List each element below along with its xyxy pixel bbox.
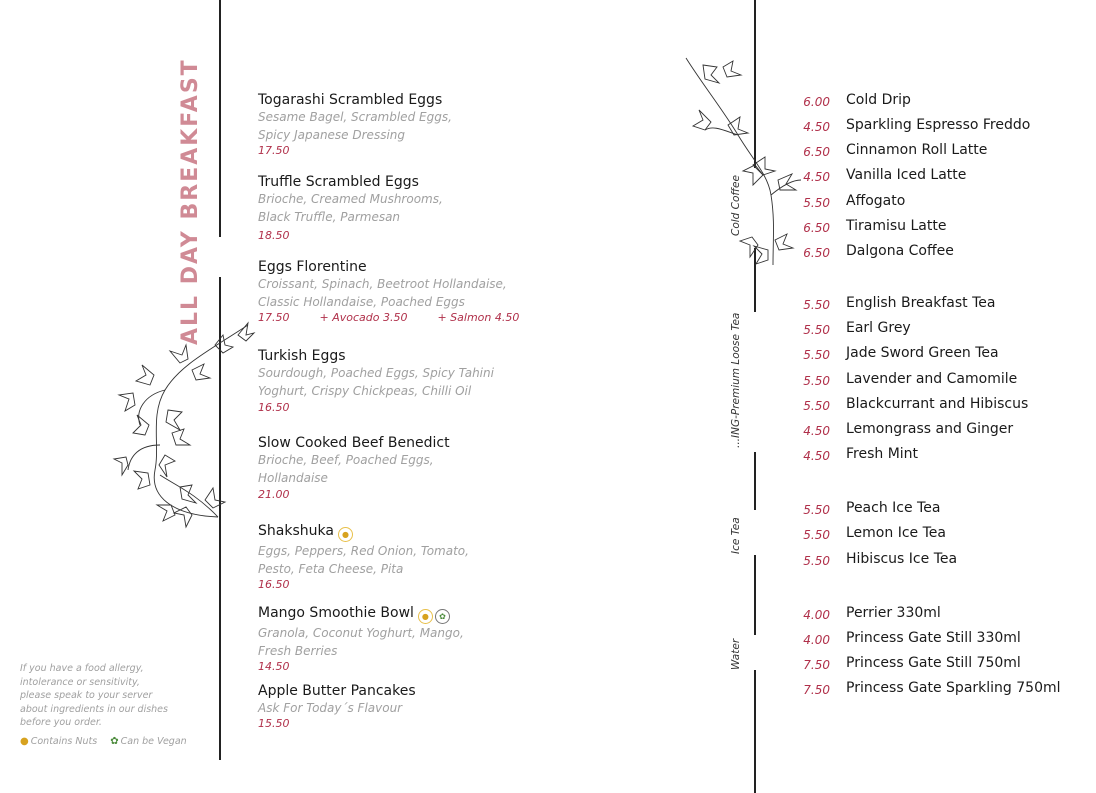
menu-item-name: Apple Butter Pancakes: [258, 683, 416, 699]
drink-item: [0, 117, 1096, 137]
drink-name: Cinnamon Roll Latte: [846, 142, 988, 158]
drink-price: 5.50: [803, 348, 830, 362]
category-label-loose-tea: ...ING-Premium Loose Tea: [730, 312, 742, 448]
drink-name: Lemon Ice Tea: [846, 525, 946, 541]
legend-nuts-label: Contains Nuts: [30, 736, 98, 747]
drink-item: [0, 167, 1096, 187]
allergy-note-line: intolerance or sensitivity,: [20, 676, 140, 688]
addon-price-avocado: + Avocado 3.50: [319, 311, 408, 324]
drink-item: [0, 525, 1096, 545]
drink-name: Affogato: [846, 193, 906, 209]
drink-name: Princess Gate Still 750ml: [846, 655, 1021, 671]
drink-name: Princess Gate Still 330ml: [846, 630, 1021, 646]
menu-item-price: 15.50: [258, 717, 290, 730]
menu-item-price: 17.50: [258, 311, 290, 324]
drink-price: 5.50: [803, 503, 830, 517]
drink-item: [0, 92, 1096, 112]
drink-name: English Breakfast Tea: [846, 295, 996, 311]
category-label-water: Water: [730, 638, 742, 670]
drink-price: 7.50: [803, 683, 830, 697]
drink-item: [0, 605, 1096, 625]
allergy-note-line: about ingredients in our dishes: [20, 703, 168, 715]
drink-price: 5.50: [803, 323, 830, 337]
menu-item-desc: Pesto, Feta Cheese, Pita: [258, 562, 404, 576]
drink-name: Vanilla Iced Latte: [846, 167, 967, 183]
drink-item: [0, 421, 1096, 441]
drink-name: Hibiscus Ice Tea: [846, 551, 958, 567]
category-label-ice-tea: Ice Tea: [730, 517, 742, 554]
menu-item-desc: Spicy Japanese Dressing: [258, 128, 405, 142]
menu-item-name: Togarashi Scrambled Eggs: [258, 92, 443, 108]
drink-name: Peach Ice Tea: [846, 500, 941, 516]
section-title: ALL DAY BREAKFAST: [178, 58, 203, 345]
drink-name: Cold Drip: [846, 92, 911, 108]
menu-item: [258, 435, 450, 501]
drink-name: Dalgona Coffee: [846, 243, 954, 259]
menu-item-price: 17.50: [258, 144, 290, 157]
menu-item-price: 18.50: [258, 229, 290, 242]
drink-item: [0, 500, 1096, 520]
drink-price: 6.50: [803, 145, 830, 159]
menu-item-desc: Granola, Coconut Yoghurt, Mango,: [258, 626, 464, 640]
drink-price: 4.50: [803, 170, 830, 184]
menu-item-price: 21.00: [258, 488, 290, 501]
drink-name: Sparkling Espresso Freddo: [846, 117, 1031, 133]
drink-item: [0, 680, 1096, 700]
menu-item-name: Turkish Eggs: [258, 348, 346, 364]
drink-price: 5.50: [803, 374, 830, 388]
drink-item: [0, 218, 1096, 238]
legend-vegan-label: Can be Vegan: [120, 736, 187, 747]
menu-item-name: Slow Cooked Beef Benedict: [258, 435, 450, 451]
drink-name: Blackcurrant and Hibiscus: [846, 396, 1029, 412]
drink-price: 4.00: [803, 608, 830, 622]
drink-price: 5.50: [803, 399, 830, 413]
drink-price: 5.50: [803, 196, 830, 210]
menu-item-desc: Sesame Bagel, Scrambled Eggs,: [258, 110, 452, 124]
menu-item-name: Mango Smoothie Bowl: [258, 605, 414, 621]
drink-item: [0, 551, 1096, 571]
drink-name: Tiramisu Latte: [846, 218, 947, 234]
drink-name: Jade Sword Green Tea: [846, 345, 999, 361]
menu-item-desc: Sourdough, Poached Eggs, Spicy Tahini: [258, 366, 494, 380]
menu-item-price: 14.50: [258, 660, 290, 673]
menu-item-desc: Classic Hollandaise, Poached Eggs: [258, 295, 465, 309]
drink-name: Fresh Mint: [846, 446, 919, 462]
drink-item: [0, 655, 1096, 675]
drink-item: [0, 371, 1096, 391]
menu-item-desc: Yoghurt, Crispy Chickpeas, Chilli Oil: [258, 384, 472, 398]
drink-price: 5.50: [803, 298, 830, 312]
drink-item: [0, 142, 1096, 162]
drink-item: [0, 193, 1096, 213]
contains-nuts-icon: ●: [338, 527, 353, 542]
menu-item-price: 16.50: [258, 401, 290, 414]
drink-price: 5.50: [803, 528, 830, 542]
menu-item-desc: Black Truffle, Parmesan: [258, 210, 401, 224]
vine-illustration-right: [683, 55, 808, 273]
menu-item-desc: Ask For Today´s Flavour: [258, 701, 403, 715]
addon-price-salmon: + Salmon 4.50: [437, 311, 520, 324]
drink-price: 4.50: [803, 449, 830, 463]
drink-item: [0, 295, 1096, 315]
drink-price: 6.50: [803, 221, 830, 235]
drink-price: 6.50: [803, 246, 830, 260]
menu-item-name: Truffle Scrambled Eggs: [258, 174, 419, 190]
drink-name: Earl Grey: [846, 320, 911, 336]
category-label-cold-coffee: Cold Coffee: [730, 175, 742, 236]
legend: [20, 736, 187, 747]
drink-item: [0, 345, 1096, 365]
drink-name: Perrier 330ml: [846, 605, 941, 621]
drink-price: 4.00: [803, 633, 830, 647]
menu-item-desc: Croissant, Spinach, Beetroot Hollandaise,: [258, 277, 507, 291]
drink-price: 6.00: [803, 95, 830, 109]
drink-item: [0, 630, 1096, 650]
drink-item: [0, 396, 1096, 416]
vegan-leaf-icon: ✿: [435, 609, 450, 624]
menu-item-desc: Brioche, Beef, Poached Eggs,: [258, 453, 434, 467]
drink-price: 5.50: [803, 554, 830, 568]
contains-nuts-icon: ●: [418, 609, 433, 624]
drink-price: 7.50: [803, 658, 830, 672]
drink-name: Princess Gate Sparkling 750ml: [846, 680, 1061, 696]
menu-item-desc: Hollandaise: [258, 471, 328, 485]
menu-item-price: 16.50: [258, 578, 290, 591]
vegan-leaf-icon: ✿: [110, 736, 119, 747]
menu-item-desc: Brioche, Creamed Mushrooms,: [258, 192, 443, 206]
drink-name: Lemongrass and Ginger: [846, 421, 1014, 437]
drink-name: Lavender and Camomile: [846, 371, 1018, 387]
drink-price: 4.50: [803, 120, 830, 134]
allergy-note-line: If you have a food allergy,: [20, 663, 144, 674]
menu-item-name: Shakshuka: [258, 523, 334, 539]
drink-item: [0, 320, 1096, 340]
menu-item-desc: Fresh Berries: [258, 644, 338, 658]
drink-item: [0, 446, 1096, 466]
menu-item-desc: Eggs, Peppers, Red Onion, Tomato,: [258, 544, 469, 558]
drink-item: [0, 243, 1096, 263]
contains-nuts-icon: ●: [20, 736, 29, 747]
drink-price: 4.50: [803, 424, 830, 438]
menu-item-name: Eggs Florentine: [258, 259, 367, 275]
allergy-note-line: please speak to your server: [20, 690, 153, 701]
allergy-note-line: before you order.: [20, 717, 102, 728]
